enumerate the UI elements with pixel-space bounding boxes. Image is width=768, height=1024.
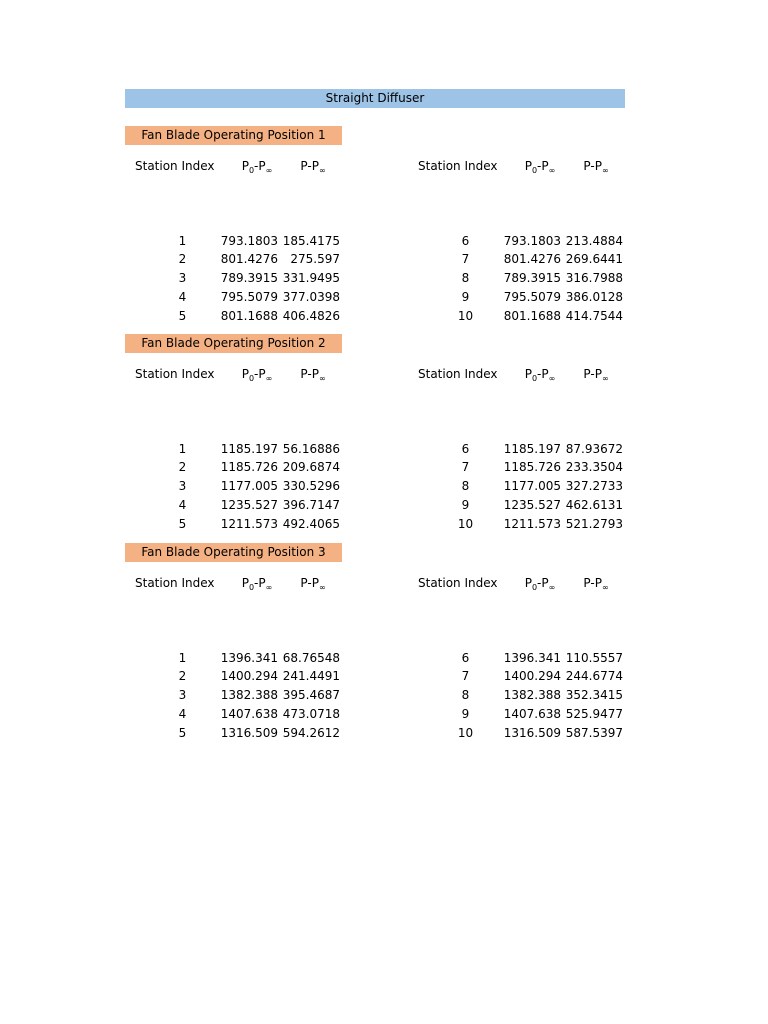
table-row bbox=[125, 477, 342, 496]
table-row bbox=[125, 705, 342, 724]
section-label: Fan Blade Operating Position 2 bbox=[125, 334, 342, 353]
total-pressure-header bbox=[231, 364, 283, 384]
static-pressure-cell: 473.0718 bbox=[282, 707, 340, 721]
station-index-cell: 6 bbox=[461, 442, 470, 456]
static-pressure-cell: 316.7988 bbox=[565, 271, 623, 285]
station-index-header: Station Index bbox=[418, 367, 498, 381]
total-pressure-cell: 801.1688 bbox=[220, 309, 278, 323]
total-pressure-cell: 1316.509 bbox=[503, 726, 561, 740]
total-pressure-cell: 1407.638 bbox=[220, 707, 278, 721]
station-index-cell: 3 bbox=[178, 479, 187, 493]
header-text: -P bbox=[254, 159, 266, 173]
header-subscript: ∞ bbox=[318, 166, 326, 175]
total-pressure-cell: 1177.005 bbox=[220, 479, 278, 493]
static-pressure-cell: 209.6874 bbox=[282, 460, 340, 474]
table-row bbox=[125, 307, 342, 326]
static-pressure-cell: 525.9477 bbox=[565, 707, 623, 721]
station-index-cell: 9 bbox=[461, 290, 470, 304]
total-pressure-cell: 1400.294 bbox=[220, 669, 278, 683]
station-index-cell: 1 bbox=[178, 234, 187, 248]
static-pressure-cell: 244.6774 bbox=[565, 669, 623, 683]
total-pressure-cell: 1185.726 bbox=[220, 460, 278, 474]
static-pressure-header bbox=[569, 364, 623, 384]
section-label: Fan Blade Operating Position 3 bbox=[125, 543, 342, 562]
header-subscript: ∞ bbox=[265, 583, 273, 592]
table-row bbox=[408, 515, 625, 534]
total-pressure-cell: 1177.005 bbox=[503, 479, 561, 493]
header-text: -P bbox=[537, 367, 549, 381]
static-pressure-cell: 352.3415 bbox=[565, 688, 623, 702]
total-pressure-cell: 801.4276 bbox=[220, 252, 278, 266]
station-index-cell: 7 bbox=[461, 460, 470, 474]
table-row bbox=[408, 232, 625, 251]
header-text: P-P bbox=[583, 576, 602, 590]
station-index-cell: 2 bbox=[178, 669, 187, 683]
operating-position-section bbox=[125, 126, 625, 323]
header-text: P-P bbox=[300, 576, 319, 590]
header-subscript: 0 bbox=[531, 583, 538, 592]
table-row bbox=[125, 496, 342, 515]
table-row bbox=[408, 705, 625, 724]
static-pressure-cell: 269.6441 bbox=[565, 252, 623, 266]
station-index-cell: 4 bbox=[178, 498, 187, 512]
total-pressure-cell: 793.1803 bbox=[220, 234, 278, 248]
static-pressure-cell: 275.597 bbox=[290, 252, 340, 266]
static-pressure-header bbox=[286, 573, 340, 593]
station-index-cell: 2 bbox=[178, 252, 187, 266]
header-subscript: ∞ bbox=[318, 374, 326, 383]
static-pressure-cell: 68.76548 bbox=[282, 651, 340, 665]
total-pressure-header bbox=[514, 156, 566, 176]
station-index-cell: 4 bbox=[178, 707, 187, 721]
header-subscript: ∞ bbox=[601, 583, 609, 592]
table-row bbox=[408, 724, 625, 743]
total-pressure-cell: 1235.527 bbox=[220, 498, 278, 512]
table-row bbox=[125, 649, 342, 668]
station-index-cell: 10 bbox=[457, 309, 474, 323]
total-pressure-cell: 1407.638 bbox=[503, 707, 561, 721]
static-pressure-cell: 56.16886 bbox=[282, 442, 340, 456]
station-index-cell: 3 bbox=[178, 688, 187, 702]
station-index-cell: 1 bbox=[178, 442, 187, 456]
static-pressure-cell: 330.5296 bbox=[282, 479, 340, 493]
station-index-cell: 3 bbox=[178, 271, 187, 285]
table-row bbox=[408, 307, 625, 326]
total-pressure-cell: 1400.294 bbox=[503, 669, 561, 683]
header-text: -P bbox=[254, 576, 266, 590]
static-pressure-cell: 521.2793 bbox=[565, 517, 623, 531]
header-text: -P bbox=[254, 367, 266, 381]
total-pressure-cell: 1396.341 bbox=[220, 651, 278, 665]
header-subscript: 0 bbox=[248, 166, 255, 175]
header-text: P bbox=[524, 367, 532, 381]
static-pressure-header bbox=[569, 573, 623, 593]
total-pressure-cell: 1396.341 bbox=[503, 651, 561, 665]
header-subscript: ∞ bbox=[318, 583, 326, 592]
header-text: -P bbox=[537, 159, 549, 173]
static-pressure-cell: 185.4175 bbox=[282, 234, 340, 248]
static-pressure-header bbox=[286, 364, 340, 384]
table-row bbox=[125, 440, 342, 459]
station-index-header: Station Index bbox=[418, 576, 498, 590]
header-subscript: ∞ bbox=[265, 166, 273, 175]
table-row bbox=[408, 496, 625, 515]
static-pressure-cell: 233.3504 bbox=[565, 460, 623, 474]
table-row bbox=[408, 477, 625, 496]
header-text: P bbox=[241, 576, 249, 590]
static-pressure-cell: 327.2733 bbox=[565, 479, 623, 493]
station-index-header: Station Index bbox=[135, 576, 215, 590]
station-index-cell: 9 bbox=[461, 707, 470, 721]
table-row bbox=[125, 724, 342, 743]
station-index-cell: 5 bbox=[178, 517, 187, 531]
table-row bbox=[125, 269, 342, 288]
header-text: P-P bbox=[300, 159, 319, 173]
station-index-cell: 6 bbox=[461, 234, 470, 248]
total-pressure-header bbox=[231, 573, 283, 593]
header-text: P bbox=[241, 367, 249, 381]
operating-position-section bbox=[125, 334, 625, 531]
table-row bbox=[125, 515, 342, 534]
static-pressure-header bbox=[286, 156, 340, 176]
header-text: P bbox=[524, 159, 532, 173]
page-title: Straight Diffuser bbox=[125, 89, 625, 108]
total-pressure-cell: 793.1803 bbox=[503, 234, 561, 248]
total-pressure-cell: 1316.509 bbox=[220, 726, 278, 740]
static-pressure-cell: 396.7147 bbox=[282, 498, 340, 512]
static-pressure-cell: 331.9495 bbox=[282, 271, 340, 285]
header-subscript: ∞ bbox=[548, 583, 556, 592]
total-pressure-cell: 801.1688 bbox=[503, 309, 561, 323]
total-pressure-cell: 1382.388 bbox=[503, 688, 561, 702]
station-index-cell: 6 bbox=[461, 651, 470, 665]
static-pressure-cell: 492.4065 bbox=[282, 517, 340, 531]
table-row bbox=[125, 667, 342, 686]
table-row bbox=[125, 458, 342, 477]
table-row bbox=[125, 686, 342, 705]
table-row bbox=[408, 269, 625, 288]
header-subscript: ∞ bbox=[548, 374, 556, 383]
static-pressure-cell: 406.4826 bbox=[282, 309, 340, 323]
table-row bbox=[408, 250, 625, 269]
table-row bbox=[408, 649, 625, 668]
header-text: P-P bbox=[583, 367, 602, 381]
table-row bbox=[125, 232, 342, 251]
total-pressure-cell: 1211.573 bbox=[503, 517, 561, 531]
header-subscript: 0 bbox=[531, 374, 538, 383]
total-pressure-header bbox=[514, 573, 566, 593]
station-index-header: Station Index bbox=[135, 367, 215, 381]
station-index-cell: 8 bbox=[461, 688, 470, 702]
station-index-cell: 9 bbox=[461, 498, 470, 512]
header-text: P-P bbox=[583, 159, 602, 173]
station-index-header: Station Index bbox=[418, 159, 498, 173]
total-pressure-cell: 795.5079 bbox=[503, 290, 561, 304]
table-row bbox=[408, 288, 625, 307]
header-text: P bbox=[241, 159, 249, 173]
total-pressure-cell: 1185.726 bbox=[503, 460, 561, 474]
station-index-cell: 10 bbox=[457, 726, 474, 740]
total-pressure-cell: 789.3915 bbox=[503, 271, 561, 285]
static-pressure-cell: 110.5557 bbox=[565, 651, 623, 665]
station-index-cell: 4 bbox=[178, 290, 187, 304]
header-subscript: ∞ bbox=[601, 166, 609, 175]
total-pressure-header bbox=[514, 364, 566, 384]
station-index-cell: 5 bbox=[178, 726, 187, 740]
station-index-cell: 7 bbox=[461, 252, 470, 266]
static-pressure-cell: 587.5397 bbox=[565, 726, 623, 740]
total-pressure-header bbox=[231, 156, 283, 176]
static-pressure-cell: 462.6131 bbox=[565, 498, 623, 512]
static-pressure-cell: 213.4884 bbox=[565, 234, 623, 248]
header-text: P-P bbox=[300, 367, 319, 381]
header-subscript: ∞ bbox=[601, 374, 609, 383]
operating-position-section bbox=[125, 543, 625, 740]
table-row bbox=[125, 288, 342, 307]
static-pressure-cell: 395.4687 bbox=[282, 688, 340, 702]
total-pressure-cell: 1185.197 bbox=[220, 442, 278, 456]
table-row bbox=[408, 440, 625, 459]
static-pressure-cell: 386.0128 bbox=[565, 290, 623, 304]
header-subscript: 0 bbox=[248, 374, 255, 383]
total-pressure-cell: 1382.388 bbox=[220, 688, 278, 702]
station-index-cell: 5 bbox=[178, 309, 187, 323]
total-pressure-cell: 1235.527 bbox=[503, 498, 561, 512]
header-subscript: ∞ bbox=[265, 374, 273, 383]
total-pressure-cell: 801.4276 bbox=[503, 252, 561, 266]
total-pressure-cell: 1185.197 bbox=[503, 442, 561, 456]
header-text: -P bbox=[537, 576, 549, 590]
header-subscript: 0 bbox=[531, 166, 538, 175]
static-pressure-cell: 241.4491 bbox=[282, 669, 340, 683]
station-index-cell: 1 bbox=[178, 651, 187, 665]
static-pressure-cell: 377.0398 bbox=[282, 290, 340, 304]
station-index-cell: 8 bbox=[461, 479, 470, 493]
static-pressure-cell: 414.7544 bbox=[565, 309, 623, 323]
header-subscript: 0 bbox=[248, 583, 255, 592]
static-pressure-cell: 87.93672 bbox=[565, 442, 623, 456]
table-row bbox=[408, 458, 625, 477]
total-pressure-cell: 795.5079 bbox=[220, 290, 278, 304]
station-index-cell: 8 bbox=[461, 271, 470, 285]
header-text: P bbox=[524, 576, 532, 590]
total-pressure-cell: 1211.573 bbox=[220, 517, 278, 531]
static-pressure-cell: 594.2612 bbox=[282, 726, 340, 740]
static-pressure-header bbox=[569, 156, 623, 176]
total-pressure-cell: 789.3915 bbox=[220, 271, 278, 285]
station-index-header: Station Index bbox=[135, 159, 215, 173]
section-label: Fan Blade Operating Position 1 bbox=[125, 126, 342, 145]
station-index-cell: 7 bbox=[461, 669, 470, 683]
station-index-cell: 2 bbox=[178, 460, 187, 474]
table-row bbox=[125, 250, 342, 269]
header-subscript: ∞ bbox=[548, 166, 556, 175]
table-row bbox=[408, 686, 625, 705]
station-index-cell: 10 bbox=[457, 517, 474, 531]
table-row bbox=[408, 667, 625, 686]
